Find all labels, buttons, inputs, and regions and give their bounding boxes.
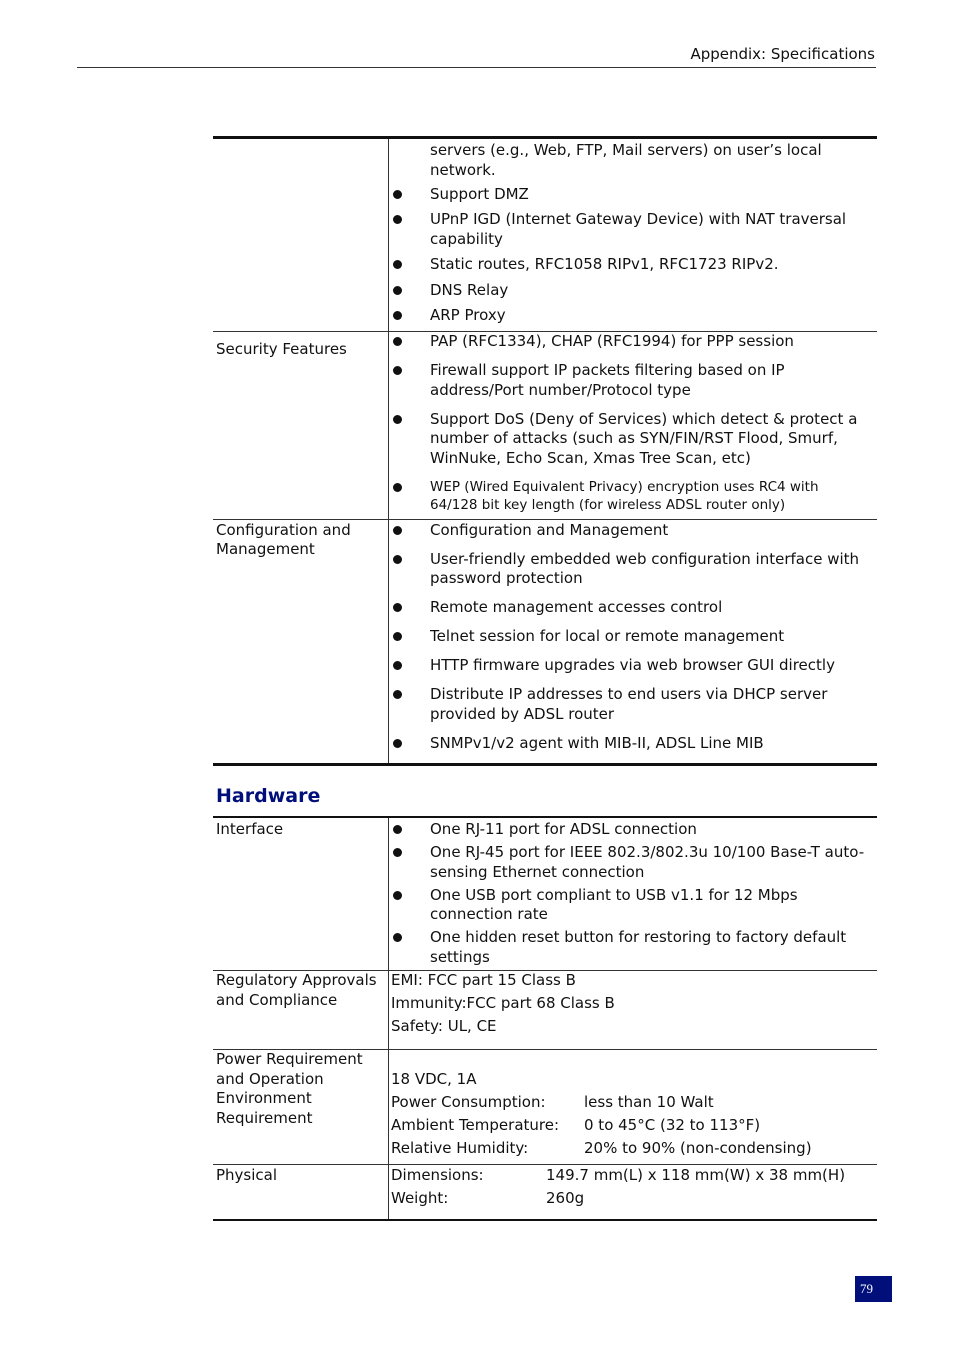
table-row [213,817,877,971]
row-label: Regulatory Approvals and Compliance [213,971,389,1050]
page-header-title: Appendix: Specifications [690,45,875,63]
list-item: PAP (RFC1334), CHAP (RFC1994) for PPP session [389,332,869,352]
table-row [213,138,877,332]
list-item: Telnet session for local or remote management [389,627,869,647]
list-item: Support DoS (Deny of Services) which detect & protect a number of attacks (such as SYN/FIN/RST Flood, Smurf, WinNuke, Echo Scan, Xmas Tree Scan, etc) [389,410,869,469]
bullet-icon [393,739,402,748]
bullet-icon [393,190,402,199]
row-label: Security Features [213,332,389,520]
table-row [213,1165,877,1220]
relative-humidity-row: Relative Humidity: 20% to 90% (non-condensing) [391,1139,812,1157]
bullet-icon [393,483,402,492]
regulatory-line: Immunity:FCC part 68 Class B [391,994,615,1012]
header-divider [77,67,876,68]
bullet-icon [393,215,402,224]
list-item: UPnP IGD (Internet Gateway Device) with NAT traversal capability [389,210,869,249]
bullet-icon [393,286,402,295]
bullet-icon [393,848,402,857]
list-item: ARP Proxy [389,306,869,326]
bullet-icon [393,555,402,564]
list-item: DNS Relay [389,281,869,301]
list-item: One RJ-11 port for ADSL connection [389,820,869,840]
weight-row: Weight: 260g [391,1189,585,1207]
regulatory-line: Safety: UL, CE [391,1017,497,1035]
list-item: Configuration and Management [389,521,869,541]
bullet-icon [393,311,402,320]
list-item: Support DMZ [389,185,869,205]
list-item: User-friendly embedded web configuration interface with password protection [389,550,869,589]
power-rating: 18 VDC, 1A [391,1070,477,1088]
bullet-icon [393,690,402,699]
features-table [213,136,877,766]
regulatory-line: EMI: FCC part 15 Class B [391,971,576,989]
bullet-icon [393,825,402,834]
row-content [389,332,878,520]
row-label: Power Requirement and Operation Environment Requirement [213,1050,389,1165]
list-item: Static routes, RFC1058 RIPv1, RFC1723 RIPv2. [389,255,869,275]
page-number: 79 [855,1276,892,1302]
bullet-icon [393,260,402,269]
row-label: Configuration and Management [213,519,389,765]
row-label: Physical [213,1165,389,1220]
list-item: Remote management accesses control [389,598,869,618]
row-content [389,817,878,971]
list-item: Firewall support IP packets filtering based on IP address/Port number/Protocol type [389,361,869,400]
table-row [213,1050,877,1165]
list-item-continuation: servers (e.g., Web, FTP, Mail servers) on user’s local network. [430,141,822,179]
dimensions-row: Dimensions: 149.7 mm(L) x 118 mm(W) x 38 mm(H) [391,1166,846,1184]
table-row [213,971,877,1050]
bullet-icon [393,526,402,535]
bullet-icon [393,933,402,942]
table-row [213,332,877,520]
list-item: Distribute IP addresses to end users via DHCP server provided by ADSL router [389,685,869,724]
list-item: One USB port compliant to USB v1.1 for 12 Mbps connection rate [389,886,869,925]
row-content [389,138,878,332]
row-content [389,1165,878,1220]
bullet-icon [393,603,402,612]
row-content [389,519,878,765]
bullet-icon [393,337,402,346]
list-item: One hidden reset button for restoring to factory default settings [389,928,869,967]
bullet-icon [393,366,402,375]
ambient-temperature-row: Ambient Temperature: 0 to 45°C (32 to 113°F) [391,1116,761,1134]
bullet-icon [393,891,402,900]
section-title-hardware: Hardware [216,785,321,807]
row-label [213,138,389,332]
hardware-table [213,816,877,1221]
row-label: Interface [213,817,389,971]
list-item: HTTP firmware upgrades via web browser GUI directly [389,656,869,676]
list-item: One RJ-45 port for IEEE 802.3/802.3u 10/100 Base-T auto-sensing Ethernet connection [389,843,869,882]
bullet-icon [393,632,402,641]
row-content [389,1050,878,1165]
row-content [389,971,878,1050]
table-row [213,519,877,765]
bullet-icon [393,415,402,424]
bullet-icon [393,661,402,670]
power-consumption-row: Power Consumption: less than 10 Walt [391,1093,714,1111]
list-item: SNMPv1/v2 agent with MIB-II, ADSL Line MIB [389,734,869,754]
list-item: WEP (Wired Equivalent Privacy) encryption uses RC4 with 64/128 bit key length (for wireless ADSL router only) [389,478,869,514]
